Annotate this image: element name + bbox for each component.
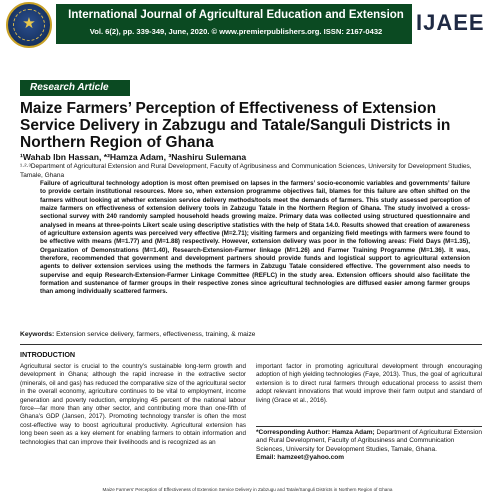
- author-list: ¹Wahab Ibn Hassan, *²Hamza Adam, ³Nashiru Sulemana: [20, 152, 247, 162]
- journal-title: International Journal of Agricultural Education and Extension: [68, 9, 404, 21]
- author-affiliation: ¹·²·³Department of Agricultural Extension and Rural Development, Faculty of Agribusiness and Communication Sciences, University for Development Studies, Tamale, Ghana: [20, 163, 472, 179]
- journal-volume-line: Vol. 6(2), pp. 339-349, June, 2020. © www.premierpublishers.org. ISSN: 2167-0432: [89, 27, 383, 36]
- journal-header: [0, 0, 495, 50]
- abstract: Failure of agricultural technology adoption is most often premised on lapses in the farmers’ socio-economic variables and governments’ failure to provide certain institutional resources. More so, when extension programme objectives fail, blames for this failure are often shifted on the farmers without looking at whether extension service delivery methods/tools meet the demands of farmers. This study assessed perception of maize farmers on effectiveness of extension delivery tools in Zabzugu Tatale in the Northern Region of Ghana. The study involved a cross-sectional survey with 240 randomly sampled household heads growing maize. Primary data was collected using structured questionnaire and analysed in means at three-points Likert scale using descriptive statistics with the help of Stata 14.0. Results showed that creation of awareness of agriculture extension agents was perceived very effective (M=2.71); visiting farmers and organizing field meetings with farmers were found to be effective with means (M=1.77) and (M=1.88) respectively. However, extension delivery was poor in the following areas: Field Days (M=1.35), Organization of Demonstrations (M=1.40), Research-Extension-Farmer linkage (M=1.26) and Farmer Training Programme (M=1.36). It was, therefore, recommended that government and development partners should provide funds and logistical support to agricultural extension agents to deliver extension services using the methods the farmers in Zabzugu Tatale considered effective. The government also needs to supervise and equip Research-Extension-Farmer Linkage Committee (REFLC) in the study area. Extension officers should also facilitate the formation and sustenance of farmer groups in their respective zones since agricultural technologies are diffused easier among farmer groups than among individually scattered farmers.: [40, 180, 470, 296]
- journal-abbrev: IJAEE: [416, 10, 485, 35]
- section-divider: [20, 344, 482, 345]
- introduction-right-column: important factor in promoting agricultural development through encouraging adoption of high yielding technologies (Faye, 2013). Thus, the goal of agricultural extension is to direct rural farmers through educational process to assist them adopt relevant innovations that would improve their farm output and standard of living (Grace et al., 2016).: [256, 363, 482, 404]
- paper-title: Maize Farmers’ Perception of Effectiveness of Extension Service Delivery in Zabzugu and Tatale/Sanguli Districts in Northern Region of Ghana: [20, 100, 451, 151]
- journal-banner: [56, 4, 412, 44]
- introduction-left-column: Agricultural sector is crucial to the country’s sustainable long-term growth and development in Ghana; although the rapid increase in the extractive sector (minerals, oil and gas) has reduced the comparative size of the agricultural sector in the overall economy, agriculture continues to be vital to employment, income generation and poverty reduction, employing 45 percent of the national labour force—far more than any other sector, and contributing more than one-fifth of Ghana’s GDP (Jansen, 2017). Promoting technology transfer is often the most cost-effective way to boost agricultural productivity. Agricultural extension has long been seen as a key element for enabling farmers to obtain information and technologies that can improve their livelihoods and is recognized as an: [20, 363, 246, 446]
- keywords-text: Extension service delivery, farmers, effectiveness, training, & maize: [56, 331, 256, 338]
- corresponding-author-label: *Corresponding Author: Hamza Adam;: [256, 429, 375, 436]
- keywords-label: Keywords:: [20, 331, 55, 338]
- corresponding-author-address: Department of Agricultural Extension and Rural Development, Faculty of Agribusiness and Communication Sciences, University for Development Studies, Tamale, Ghana.: [256, 429, 483, 453]
- running-footer: Maize Farmers’ Perception of Effectiveness of Extension Service Delivery in Zabzugu and Tatale/Sanguli Districts in Northern Region of Ghana: [102, 487, 393, 492]
- premier-publishers-seal-icon: ★: [6, 2, 52, 48]
- introduction-heading: INTRODUCTION: [20, 350, 76, 359]
- keywords: [20, 330, 482, 339]
- corresponding-author-email: Email: hamzeet@yahoo.com: [256, 453, 344, 461]
- article-type-badge: Research Article: [20, 80, 130, 96]
- corresponding-author: [256, 426, 482, 462]
